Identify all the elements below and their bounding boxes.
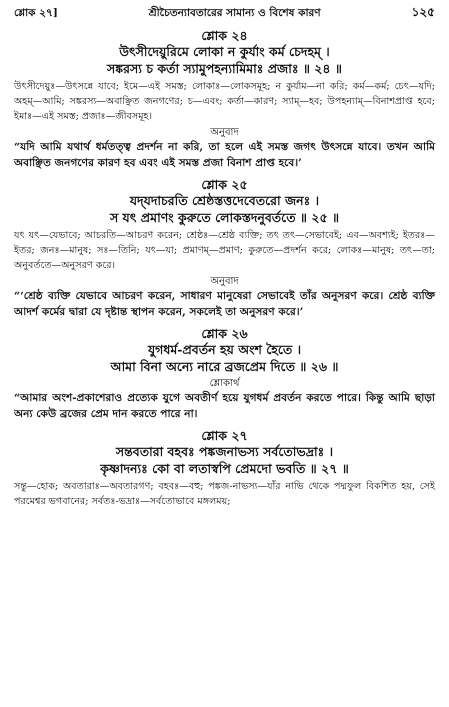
page-number: ১২৫ bbox=[411, 5, 435, 19]
verse-line: যদ্‌যদাচরতি শ্রেষ্ঠস্তত্তদেবেতরো জনঃ । bbox=[129, 193, 320, 208]
section-verse-26 bbox=[14, 326, 435, 422]
verse-heading: শ্লোক ২৫ bbox=[201, 177, 248, 192]
verse-heading: শ্লোক ২৬ bbox=[201, 326, 248, 341]
section-verse-27 bbox=[14, 428, 435, 509]
translation-text: “আমার অংশ-প্রকাশেরাও প্রত্যেক যুগে অবতীর্ণ হয়ে যুগধর্ম প্রবর্তন করতে পারে। কিন্তু আমি ছাড়া অন্য কেউ ব্রজের প্রেম দান করতে পারে না। bbox=[14, 392, 435, 420]
section-verse-24 bbox=[14, 28, 435, 171]
verse-line: সন্তবতারা বহবঃ পঙ্কজনাভস্য সর্বতোভদ্রাঃ । bbox=[115, 444, 334, 459]
word-meanings: উৎসীদেয়ুঃ—উৎসন্নে যাবে; ইমে—এই সমস্ত; লোকাঃ—লোকসমূহ; ন কুর্যাম—না করি; কর্ম—কর্ম; চেৎ—যদি; অহম্‌—আমি; সঙ্করস্য—অবাঞ্ছিত জনগণের; চ—এবং; কর্তা—কারণ; স্যাম্‌—হব; উপহন্যাম্‌—বিনাশপ্রাপ্ত হবে; ইমাঃ—এই সমস্ত; প্রজাঃ—জীবসমূহ। bbox=[14, 81, 435, 122]
word-meanings: সন্তু—হোক; অবতারাঃ—অবতারগণ; বহবঃ—বহু; পঙ্কজ-নাভস্য—যাঁর নাভি থেকে পদ্মফুল বিকশিত হয়, সেই পরমেশ্বর ভগবানের; সর্বতঃ-ভদ্রাঃ—সর্বতোভাবে মঙ্গলময়; bbox=[14, 481, 435, 507]
header-chapter-title: শ্রীচৈতন্যাবতারের সামান্য ও বিশেষ কারণ bbox=[148, 7, 321, 19]
verse-heading: শ্লোক ২৪ bbox=[201, 28, 248, 43]
verse-line: স যৎ প্রমাণং কুরুতে লোকস্তদনুবর্ততে ॥ ২৫ ॥ bbox=[109, 210, 340, 225]
translation-text: “‘শ্রেষ্ঠ ব্যক্তি যেভাবে আচরণ করেন, সাধারণ মানুষেরা সেভাবেই তাঁর অনুসরণ করে। শ্রেষ্ঠ ব্যক্তি আদর্শ কর্মের দ্বারা যে দৃষ্টান্ত স্থাপন করেন, সকলেই তা অনুসরণ করে।’ bbox=[14, 290, 435, 318]
translation-text: “যদি আমি যথার্থ ধর্মতত্ত্ব প্রদর্শন না করি, তা হলে এই সমস্ত জগৎ উৎসন্নে যাবে। তখন আমি অবাঞ্ছিত জনগণের কারণ হব এবং এই সমস্ত প্রজা বিনাশ প্রাপ্ত হবে।’ bbox=[14, 141, 435, 169]
verse-line: আমা বিনা অন্যে নারে ব্রজপ্রেম দিতে ॥ ২৬ ॥ bbox=[110, 359, 339, 374]
header-verse-ref: শ্লোক ২৭] bbox=[14, 7, 58, 19]
word-meanings: যৎ যৎ—যেভাবে; আচরতি—আচরণ করেন; শ্রেষ্ঠঃ—শ্রেষ্ঠ ব্যক্তি; তৎ তৎ—সেভাবেই; এব—অবশ্যই; ইতরঃ—ইতর; জনঃ—মানুষ; সঃ—তিনি; যৎ—যা; প্রমাণম্‌—প্রমাণ; কুরুতে—প্রদর্শন করে; লোকঃ—মানুষ; তৎ—তা; অনুবর্ততে—অনুসরণ করে। bbox=[14, 230, 435, 271]
running-header bbox=[14, 4, 435, 22]
verse-line: উৎসীদেয়ুরিমে লোকা ন কুর্যাং কর্ম চেদহম্‌ । bbox=[119, 44, 330, 59]
section-verse-25 bbox=[14, 177, 435, 320]
translation-label: অনুবাদ bbox=[210, 127, 239, 138]
translation-label: শ্লোকার্থ bbox=[209, 378, 240, 389]
verse-line: যুগধর্ম-প্রবর্তন হয় অংশ হৈতে । bbox=[147, 342, 302, 357]
verse-heading: শ্লোক ২৭ bbox=[201, 428, 248, 443]
translation-label: অনুবাদ bbox=[210, 276, 239, 287]
verse-line: সঙ্করস্য চ কর্তা স্যামুপহন্যামিমাঃ প্রজাঃ ॥ ২৪ ॥ bbox=[107, 61, 342, 76]
verse-line: কৃষ্ণাদন্যঃ কো বা লতাস্বপি প্রেমদো ভবতি ॥ ২৭ ॥ bbox=[100, 461, 349, 476]
